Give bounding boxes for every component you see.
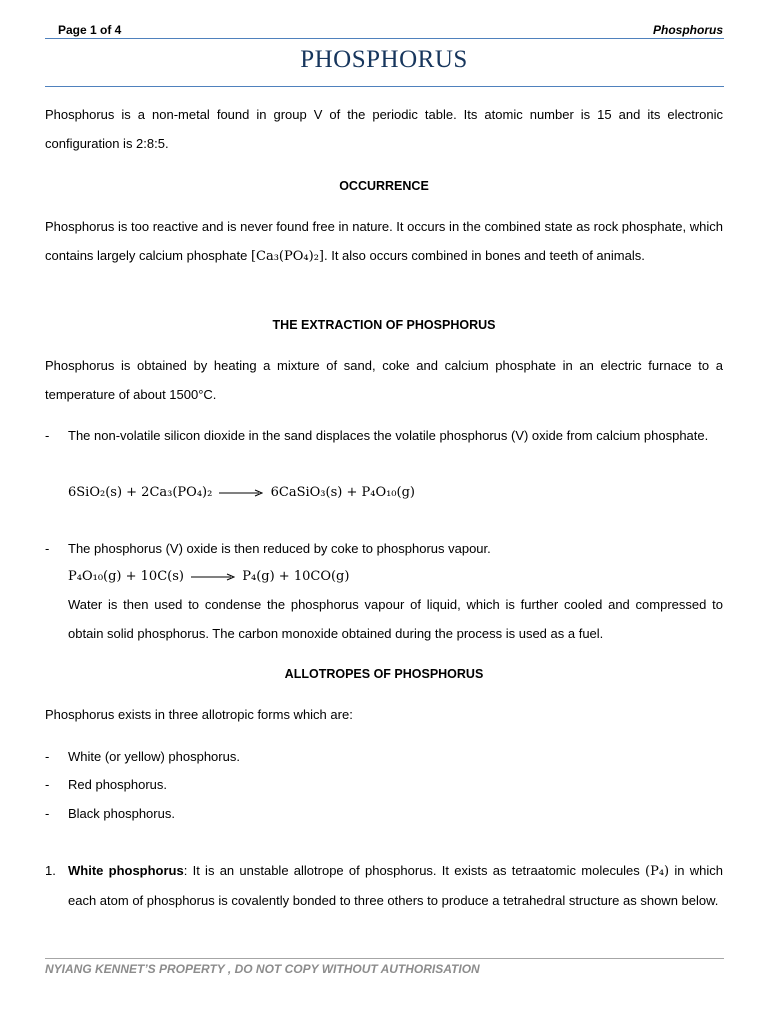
equation-2-products: P₄(g) + 10CO(g) xyxy=(242,569,350,584)
extraction-step-1: The non-volatile silicon dioxide in the sand displaces the volatile phosphorus (V) oxide from calcium phosphate. xyxy=(68,428,709,443)
allotrope-item: Black phosphorus. xyxy=(68,806,175,821)
intro-paragraph: Phosphorus is a non-metal found in group V of the periodic table. Its atomic number is 15 and its electronic configuration is 2:8:5. xyxy=(45,107,723,151)
allotrope-item: White (or yellow) phosphorus. xyxy=(68,749,240,764)
running-title: Phosphorus xyxy=(652,23,723,37)
white-phosphorus-label: White phosphorus xyxy=(68,863,184,878)
white-text-1: : It is an unstable allotrope of phosphorus. It exists as tetraatomic molecules xyxy=(183,863,646,878)
dash-5: - xyxy=(45,806,50,821)
dash-1: - xyxy=(45,428,50,443)
occurrence-heading: OCCURRENCE xyxy=(339,179,429,193)
header-rule xyxy=(45,38,724,39)
equation-1-reactants: 6SiO₂(s) + 2Ca₃(PO₄)₂ xyxy=(68,485,213,500)
allotropes-intro: Phosphorus exists in three allotropic forms which are: xyxy=(45,707,353,722)
calcium-phosphate-formula: [Ca₃(PO₄)₂] xyxy=(250,248,324,264)
extraction-heading: THE EXTRACTION OF PHOSPHORUS xyxy=(272,318,496,332)
dash-2: - xyxy=(45,541,50,556)
white-phosphorus-paragraph xyxy=(68,857,723,915)
equation-2 xyxy=(68,569,349,584)
extraction-followup: Water is then used to condense the phosphorus vapour of liquid, which is further cooled and compressed to obtain solid phosphorus. The carbon monoxide obtained during the process is used as a fuel. xyxy=(68,597,723,641)
title-rule xyxy=(45,86,724,87)
extraction-intro: Phosphorus is obtained by heating a mixture of sand, coke and calcium phosphate in an electric furnace to a temperature of about 1500°C. xyxy=(45,358,723,402)
white-text-2: in which each atom of phosphorus is covalently bonded to three others to produce a tetrahedral structure as shown below. xyxy=(68,863,723,908)
equation-1 xyxy=(68,485,415,500)
extraction-step-2: The phosphorus (V) oxide is then reduced by coke to phosphorus vapour. xyxy=(68,541,491,556)
document-title: PHOSPHORUS xyxy=(300,46,468,73)
page-number: Page 1 of 4 xyxy=(58,23,122,37)
white-number: 1. xyxy=(45,863,56,878)
occurrence-paragraph xyxy=(45,213,723,271)
reaction-arrow-icon xyxy=(191,572,235,582)
allotrope-item: Red phosphorus. xyxy=(68,777,168,792)
p4-formula: (P₄) xyxy=(645,864,670,879)
footer-rule xyxy=(45,958,724,959)
reaction-arrow-icon xyxy=(219,488,263,498)
occurrence-text-1: Phosphorus is too reactive and is never found free in nature. It occurs in the combined state as rock phosphate, which contains largely calcium phosphate xyxy=(45,219,723,263)
dash-3: - xyxy=(45,749,50,764)
equation-1-products: 6CaSiO₃(s) + P₄O₁₀(g) xyxy=(270,485,415,500)
footer-notice: NYIANG KENNET’S PROPERTY , DO NOT COPY WITHOUT AUTHORISATION xyxy=(45,962,480,976)
equation-2-reactants: P₄O₁₀(g) + 10C(s) xyxy=(68,569,184,584)
allotropes-heading: ALLOTROPES OF PHOSPHORUS xyxy=(284,667,484,681)
dash-4: - xyxy=(45,777,50,792)
occurrence-text-2: . It also occurs combined in bones and teeth of animals. xyxy=(323,247,645,263)
